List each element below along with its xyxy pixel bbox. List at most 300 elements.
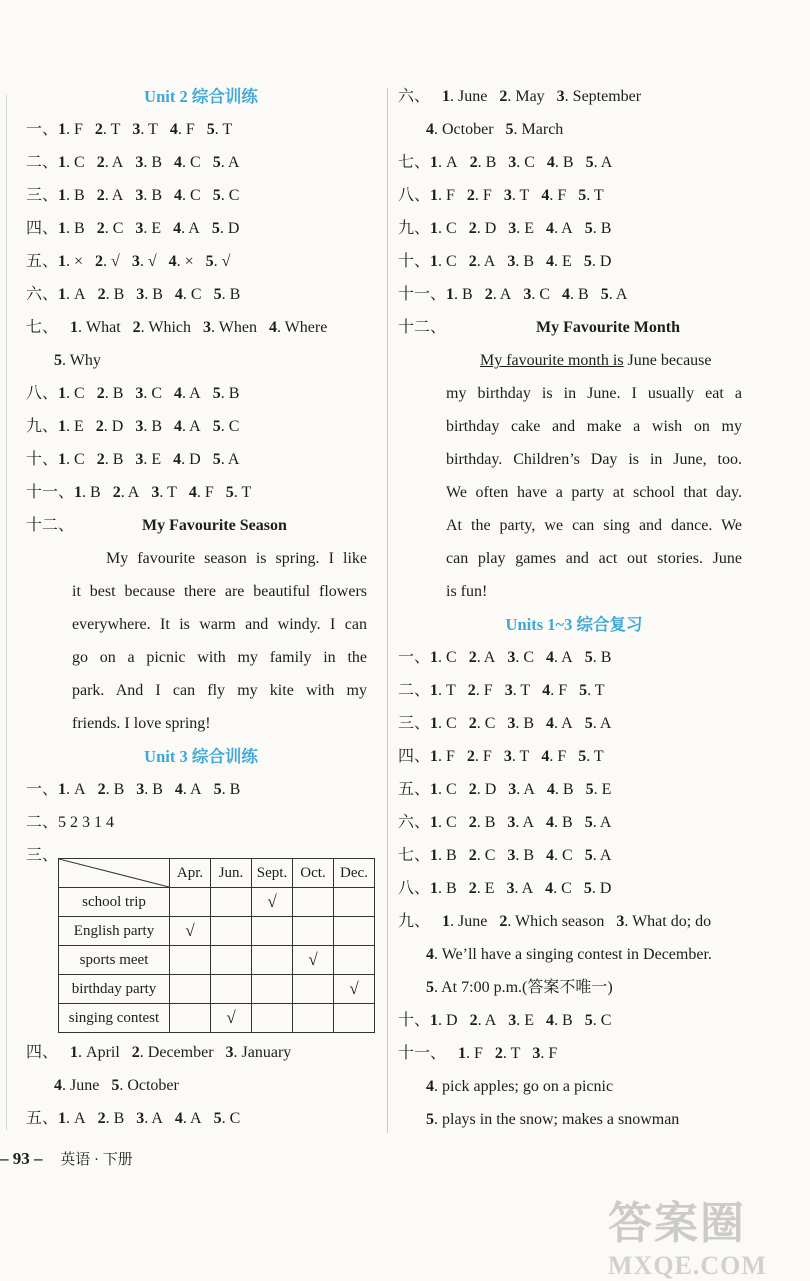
answer-group bbox=[430, 880, 611, 897]
answer-text: . E bbox=[143, 220, 162, 237]
answer-row bbox=[26, 212, 376, 245]
answer-item bbox=[469, 847, 496, 864]
unit3-title: Unit 3 综合训练 bbox=[144, 747, 258, 766]
answer-item bbox=[98, 781, 125, 798]
answer-text: . C bbox=[438, 814, 457, 831]
answer-text: . D bbox=[181, 451, 201, 468]
answer-number: 四、 bbox=[26, 1044, 59, 1061]
answer-number: 4 bbox=[546, 847, 555, 864]
answer-number: 3 bbox=[135, 220, 144, 237]
answer-group bbox=[58, 154, 239, 171]
tick-mark: √ bbox=[211, 1004, 252, 1033]
answer-group bbox=[58, 451, 239, 468]
answer-item bbox=[469, 220, 497, 237]
answer-row bbox=[26, 146, 376, 179]
empty-cell bbox=[293, 888, 334, 917]
answer-item bbox=[470, 154, 497, 171]
answer-group bbox=[58, 121, 232, 138]
answer-item bbox=[616, 913, 711, 930]
activity-label: singing contest bbox=[59, 1004, 170, 1033]
question-number: 四、 bbox=[26, 220, 59, 237]
answer-number: 2 bbox=[96, 220, 105, 237]
answer-item bbox=[579, 682, 604, 699]
answer-text: . A bbox=[182, 418, 201, 435]
answer-row bbox=[398, 212, 750, 245]
answer-number: 1 bbox=[430, 748, 439, 765]
answer-text: . May bbox=[507, 88, 545, 105]
answer-number: 2 bbox=[96, 451, 105, 468]
answer-row bbox=[398, 641, 750, 674]
answer-text: . T bbox=[586, 187, 604, 204]
answer-item bbox=[430, 814, 457, 831]
question-number: 八、 bbox=[26, 385, 59, 402]
answer-group bbox=[430, 715, 611, 732]
answer-text: . F bbox=[438, 748, 455, 765]
activity-label: English party bbox=[59, 917, 170, 946]
answer-number: 1 bbox=[430, 715, 439, 732]
answer-item bbox=[135, 385, 162, 402]
answer-item bbox=[97, 385, 124, 402]
answer-group bbox=[58, 385, 239, 402]
answer-number: 1 bbox=[430, 253, 439, 270]
answer-item bbox=[213, 451, 240, 468]
answer-item bbox=[469, 715, 496, 732]
essay-line: is fun! bbox=[446, 583, 488, 600]
answer-group bbox=[58, 253, 230, 270]
essay-month-first-line bbox=[446, 344, 742, 377]
answer-group bbox=[430, 748, 604, 765]
essay-month-body bbox=[446, 377, 742, 608]
answer-item bbox=[430, 880, 457, 897]
answer-item bbox=[58, 253, 83, 270]
subject-label: 英语 · 下册 bbox=[60, 1152, 133, 1168]
answer-item bbox=[430, 781, 457, 798]
review-title: Units 1~3 综合复习 bbox=[505, 615, 643, 634]
q7-line1 bbox=[26, 311, 376, 344]
answer-number: 2 bbox=[468, 253, 477, 270]
answer-item bbox=[132, 121, 157, 138]
answer-number: 2 bbox=[96, 385, 105, 402]
answer-text: . C bbox=[531, 286, 551, 303]
answer-text: . B bbox=[143, 154, 163, 171]
answer-number: 4 bbox=[174, 286, 183, 303]
answer-number: 4 bbox=[174, 1110, 183, 1127]
answer-number: 3 bbox=[136, 781, 145, 798]
answer-item bbox=[189, 484, 214, 501]
answer-text: . Which bbox=[140, 319, 192, 336]
answer-group bbox=[430, 814, 611, 831]
answer-number: 2 bbox=[96, 187, 105, 204]
answer-item bbox=[499, 88, 544, 105]
answer-item bbox=[174, 385, 201, 402]
answer-item bbox=[545, 880, 572, 897]
answer-text: . T bbox=[102, 121, 121, 138]
answer-item bbox=[173, 451, 201, 468]
answer-text: . Where bbox=[276, 319, 328, 336]
question-number: 六、 bbox=[26, 286, 59, 303]
answer-item bbox=[175, 286, 202, 303]
answer-text: . C bbox=[66, 385, 85, 402]
answer-text: . B bbox=[515, 847, 535, 864]
answer-text: . B bbox=[592, 649, 612, 666]
answer-item bbox=[170, 121, 195, 138]
essay-line: can play games and act out stories. June bbox=[446, 550, 742, 567]
answer-text: . October bbox=[119, 1077, 179, 1094]
answer-number: 4 bbox=[545, 880, 554, 897]
answer-group bbox=[58, 187, 239, 204]
answer-number: 1 bbox=[70, 1044, 79, 1061]
answer-number: 3 bbox=[135, 154, 144, 171]
tick-mark: √ bbox=[170, 917, 211, 946]
answer-text: . C bbox=[438, 781, 457, 798]
answer-number: 七、 bbox=[26, 319, 59, 336]
answer-item bbox=[584, 880, 612, 897]
answer-item bbox=[214, 1110, 241, 1127]
answer-text: . C bbox=[438, 649, 457, 666]
u3-q3-number: 三、 bbox=[26, 847, 59, 864]
answer-item bbox=[458, 1045, 483, 1062]
answer-text: . D bbox=[103, 418, 124, 435]
q12-essay-header bbox=[26, 509, 376, 542]
answer-text: . When bbox=[211, 319, 257, 336]
answer-number: 2 bbox=[466, 748, 475, 765]
answer-group bbox=[430, 649, 611, 666]
table-row bbox=[59, 917, 375, 946]
empty-cell bbox=[211, 946, 252, 975]
watermark-url: MXQE.COM bbox=[608, 1251, 767, 1280]
answer-text: . April bbox=[78, 1044, 120, 1061]
u3-q5 bbox=[26, 1102, 376, 1135]
table-header-row bbox=[59, 859, 375, 888]
answer-number: 5 bbox=[212, 451, 221, 468]
question-number: 十、 bbox=[398, 253, 431, 270]
answer-item bbox=[585, 715, 612, 732]
essay-line: everywhere. It is warm and windy. I can bbox=[72, 616, 367, 633]
answer-text: . We’ll have a singing contest in December. bbox=[434, 946, 712, 963]
answer-item bbox=[97, 154, 124, 171]
r10 bbox=[398, 1004, 750, 1037]
answer-text: . A bbox=[182, 781, 202, 798]
answer-number: 5 bbox=[225, 484, 234, 501]
answer-text: . T bbox=[233, 484, 252, 501]
activity-label: birthday party bbox=[59, 975, 170, 1004]
answer-text: . C bbox=[182, 154, 201, 171]
answer-item bbox=[578, 187, 603, 204]
answer-group bbox=[430, 154, 612, 171]
answer-item bbox=[442, 88, 487, 105]
answer-text: . A bbox=[592, 847, 612, 864]
answer-text: . F bbox=[177, 121, 195, 138]
answer-number: 5 bbox=[206, 121, 215, 138]
answer-item bbox=[97, 220, 124, 237]
empty-cell bbox=[334, 946, 375, 975]
answer-text: . June bbox=[450, 88, 488, 105]
answer-text: . B bbox=[66, 220, 85, 237]
answer-number: 2 bbox=[97, 781, 106, 798]
answer-item bbox=[97, 451, 124, 468]
answer-number: 4 bbox=[546, 715, 555, 732]
answer-text: . A bbox=[592, 715, 612, 732]
answer-item bbox=[586, 781, 612, 798]
r11-line3 bbox=[398, 1103, 750, 1136]
answer-item bbox=[426, 1111, 679, 1128]
answer-text: . A bbox=[144, 1110, 163, 1127]
answer-number: 3 bbox=[135, 187, 144, 204]
answer-item bbox=[586, 154, 613, 171]
answer-item bbox=[98, 286, 125, 303]
answer-row bbox=[398, 278, 750, 311]
u3-q2: 二、5 2 3 1 4 bbox=[26, 814, 115, 831]
answer-item bbox=[203, 319, 257, 336]
question-number: 五、 bbox=[26, 1110, 59, 1127]
question-number: 九、 bbox=[26, 418, 59, 435]
answer-number: 1 bbox=[58, 253, 67, 270]
table-row bbox=[59, 975, 375, 1004]
answer-number: 2 bbox=[494, 1045, 503, 1062]
answer-text: . F bbox=[550, 682, 568, 699]
answer-number: 5 bbox=[54, 352, 62, 369]
answer-item bbox=[430, 715, 457, 732]
answer-number: 5 bbox=[583, 880, 592, 897]
answer-number: 4 bbox=[562, 286, 571, 303]
answer-number: 3 bbox=[556, 88, 565, 105]
answer-text: . √ bbox=[103, 253, 120, 270]
answer-item bbox=[169, 253, 194, 270]
question-number: 七、 bbox=[398, 154, 431, 171]
answer-item bbox=[585, 220, 612, 237]
answer-item bbox=[547, 154, 574, 171]
answer-text: . A bbox=[554, 649, 573, 666]
answer-group bbox=[430, 682, 605, 699]
answer-number: 5 bbox=[213, 1110, 222, 1127]
answer-row bbox=[398, 245, 750, 278]
essay-line: My favourite season is spring. I like bbox=[106, 550, 367, 567]
answer-item bbox=[426, 121, 494, 138]
answer-number: 5 bbox=[426, 1111, 434, 1128]
r11-line2 bbox=[398, 1070, 750, 1103]
answer-number: 2 bbox=[468, 649, 477, 666]
answer-text: . B bbox=[554, 781, 574, 798]
answer-number: 2 bbox=[499, 88, 508, 105]
answer-item bbox=[151, 484, 176, 501]
page-footer bbox=[0, 1148, 133, 1169]
answer-row bbox=[398, 773, 750, 806]
answer-row bbox=[398, 674, 750, 707]
answer-number: 1 bbox=[430, 187, 439, 204]
month-header: Dec. bbox=[334, 859, 375, 888]
answer-item bbox=[541, 187, 566, 204]
answer-item bbox=[430, 253, 457, 270]
answer-number: 1 bbox=[446, 286, 455, 303]
answer-item bbox=[506, 121, 564, 138]
answer-item bbox=[504, 187, 529, 204]
answer-text: . A bbox=[66, 1110, 86, 1127]
answer-item bbox=[175, 781, 202, 798]
answer-item bbox=[508, 1012, 534, 1029]
answer-item bbox=[585, 814, 612, 831]
answer-text: . September bbox=[564, 88, 642, 105]
answer-number: 3 bbox=[136, 1110, 145, 1127]
answer-item bbox=[175, 1110, 202, 1127]
answer-number: 3 bbox=[508, 220, 517, 237]
answer-item bbox=[70, 1044, 120, 1061]
answer-text: . A bbox=[438, 154, 458, 171]
question-number: 十一、 bbox=[398, 286, 447, 303]
essay-line: birthday cake and make a wish on my bbox=[446, 418, 742, 435]
answer-number: 4 bbox=[173, 451, 182, 468]
r11-line1 bbox=[398, 1037, 750, 1070]
answer-text: . B bbox=[592, 220, 612, 237]
answer-number: 1 bbox=[58, 781, 67, 798]
answer-number: 1 bbox=[458, 1045, 467, 1062]
answer-number: 1 bbox=[58, 187, 67, 204]
question-number: 八、 bbox=[398, 880, 431, 897]
answer-item bbox=[213, 187, 240, 204]
empty-cell bbox=[293, 917, 334, 946]
answer-number: 3 bbox=[506, 880, 515, 897]
answer-group bbox=[58, 220, 239, 237]
answer-text: . T bbox=[587, 682, 605, 699]
answer-number: 1 bbox=[442, 88, 451, 105]
answer-group bbox=[58, 286, 240, 303]
answer-text: . C bbox=[182, 187, 201, 204]
answer-number: 2 bbox=[468, 220, 477, 237]
answer-text: . E bbox=[516, 220, 535, 237]
tick-mark: √ bbox=[293, 946, 334, 975]
answer-text: . C bbox=[104, 220, 124, 237]
answer-item bbox=[132, 253, 157, 270]
answer-item bbox=[58, 187, 85, 204]
answer-item bbox=[469, 253, 496, 270]
answer-item bbox=[226, 484, 251, 501]
answer-number: 1 bbox=[70, 319, 79, 336]
answer-text: . B bbox=[82, 484, 101, 501]
answer-text: . D bbox=[476, 220, 497, 237]
watermark-logo bbox=[608, 1187, 798, 1280]
answer-item bbox=[58, 781, 86, 798]
essay-month bbox=[398, 344, 742, 608]
answer-item bbox=[226, 1044, 292, 1061]
essay-title: My Favourite Season bbox=[142, 517, 287, 534]
answer-item bbox=[213, 385, 240, 402]
answer-group bbox=[430, 847, 611, 864]
answer-number: 1 bbox=[58, 121, 67, 138]
answer-number: 3 bbox=[507, 814, 516, 831]
q12-essay-header-right bbox=[398, 311, 750, 344]
answer-number: 3 bbox=[225, 1044, 234, 1061]
answer-text: . E bbox=[516, 1012, 535, 1029]
month-header: Oct. bbox=[293, 859, 334, 888]
answer-item bbox=[113, 484, 140, 501]
answer-number: 3 bbox=[132, 121, 141, 138]
answer-number: 3 bbox=[504, 682, 513, 699]
answer-row bbox=[398, 740, 750, 773]
answer-number: 4 bbox=[426, 946, 434, 963]
answer-item bbox=[58, 1110, 86, 1127]
answer-item bbox=[135, 187, 162, 204]
question-number: 五、 bbox=[398, 781, 431, 798]
answer-text: . B bbox=[144, 286, 163, 303]
answer-text: . December bbox=[139, 1044, 214, 1061]
empty-cell bbox=[170, 946, 211, 975]
answer-text: . C bbox=[66, 154, 85, 171]
answer-text: . pick apples; go on a picnic bbox=[434, 1078, 614, 1095]
empty-cell bbox=[293, 1004, 334, 1033]
answer-item bbox=[426, 979, 613, 996]
empty-cell bbox=[170, 888, 211, 917]
answer-text: . C bbox=[516, 154, 535, 171]
tick-mark: √ bbox=[334, 975, 375, 1004]
answer-text: . F bbox=[549, 748, 567, 765]
answer-item bbox=[546, 847, 573, 864]
empty-cell bbox=[252, 917, 293, 946]
answer-item bbox=[584, 253, 612, 270]
question-number: 一、 bbox=[26, 781, 59, 798]
answer-row bbox=[398, 707, 750, 740]
essay-first-rest: June because bbox=[623, 352, 712, 369]
answer-number: 3 bbox=[523, 286, 532, 303]
answer-item bbox=[214, 286, 241, 303]
answer-text: . C bbox=[438, 220, 457, 237]
answer-number: 2 bbox=[112, 484, 121, 501]
answer-item bbox=[426, 946, 712, 963]
answer-text: . F bbox=[66, 121, 83, 138]
answer-text: . B bbox=[554, 1012, 573, 1029]
answer-number: 3 bbox=[136, 286, 145, 303]
answer-number: 4 bbox=[54, 1077, 62, 1094]
answer-number: 2 bbox=[131, 1044, 140, 1061]
answer-item bbox=[95, 253, 120, 270]
table-row bbox=[59, 888, 375, 917]
q6-line1 bbox=[398, 80, 750, 113]
answer-text: . T bbox=[214, 121, 233, 138]
answer-text: . A bbox=[104, 154, 124, 171]
answer-number: 3 bbox=[203, 319, 212, 336]
answer-row bbox=[26, 245, 376, 278]
question-number: 十一、 bbox=[26, 484, 75, 501]
answer-number: 2 bbox=[468, 880, 477, 897]
essay-line: birthday. Children’s Day is in June, too. bbox=[446, 451, 742, 468]
answer-text: . D bbox=[476, 781, 497, 798]
q6-line2 bbox=[398, 113, 750, 146]
answer-row bbox=[26, 443, 376, 476]
answer-text: . A bbox=[66, 286, 86, 303]
answer-text: . B bbox=[554, 154, 574, 171]
answer-text: . C bbox=[553, 880, 572, 897]
answer-text: . A bbox=[181, 220, 200, 237]
answer-text: . C bbox=[143, 385, 163, 402]
answer-number: 4 bbox=[174, 418, 183, 435]
answer-text: . B bbox=[143, 418, 163, 435]
diagonal-line bbox=[59, 859, 169, 887]
answer-item bbox=[58, 220, 85, 237]
answer-number: 5 bbox=[212, 418, 221, 435]
answer-number: 1 bbox=[58, 286, 67, 303]
review-answers bbox=[398, 641, 750, 905]
answer-text: . A bbox=[104, 187, 124, 204]
answer-number: 1 bbox=[430, 220, 439, 237]
answer-text: . F bbox=[196, 484, 214, 501]
answer-row bbox=[398, 146, 750, 179]
answer-text: . T bbox=[159, 484, 177, 501]
answer-number: 2 bbox=[469, 154, 478, 171]
answer-item bbox=[546, 253, 572, 270]
answer-number: 2 bbox=[484, 286, 493, 303]
tick-mark: √ bbox=[252, 888, 293, 917]
answer-number: 3 bbox=[503, 187, 512, 204]
answer-text: . T bbox=[438, 682, 456, 699]
answer-item bbox=[547, 781, 574, 798]
